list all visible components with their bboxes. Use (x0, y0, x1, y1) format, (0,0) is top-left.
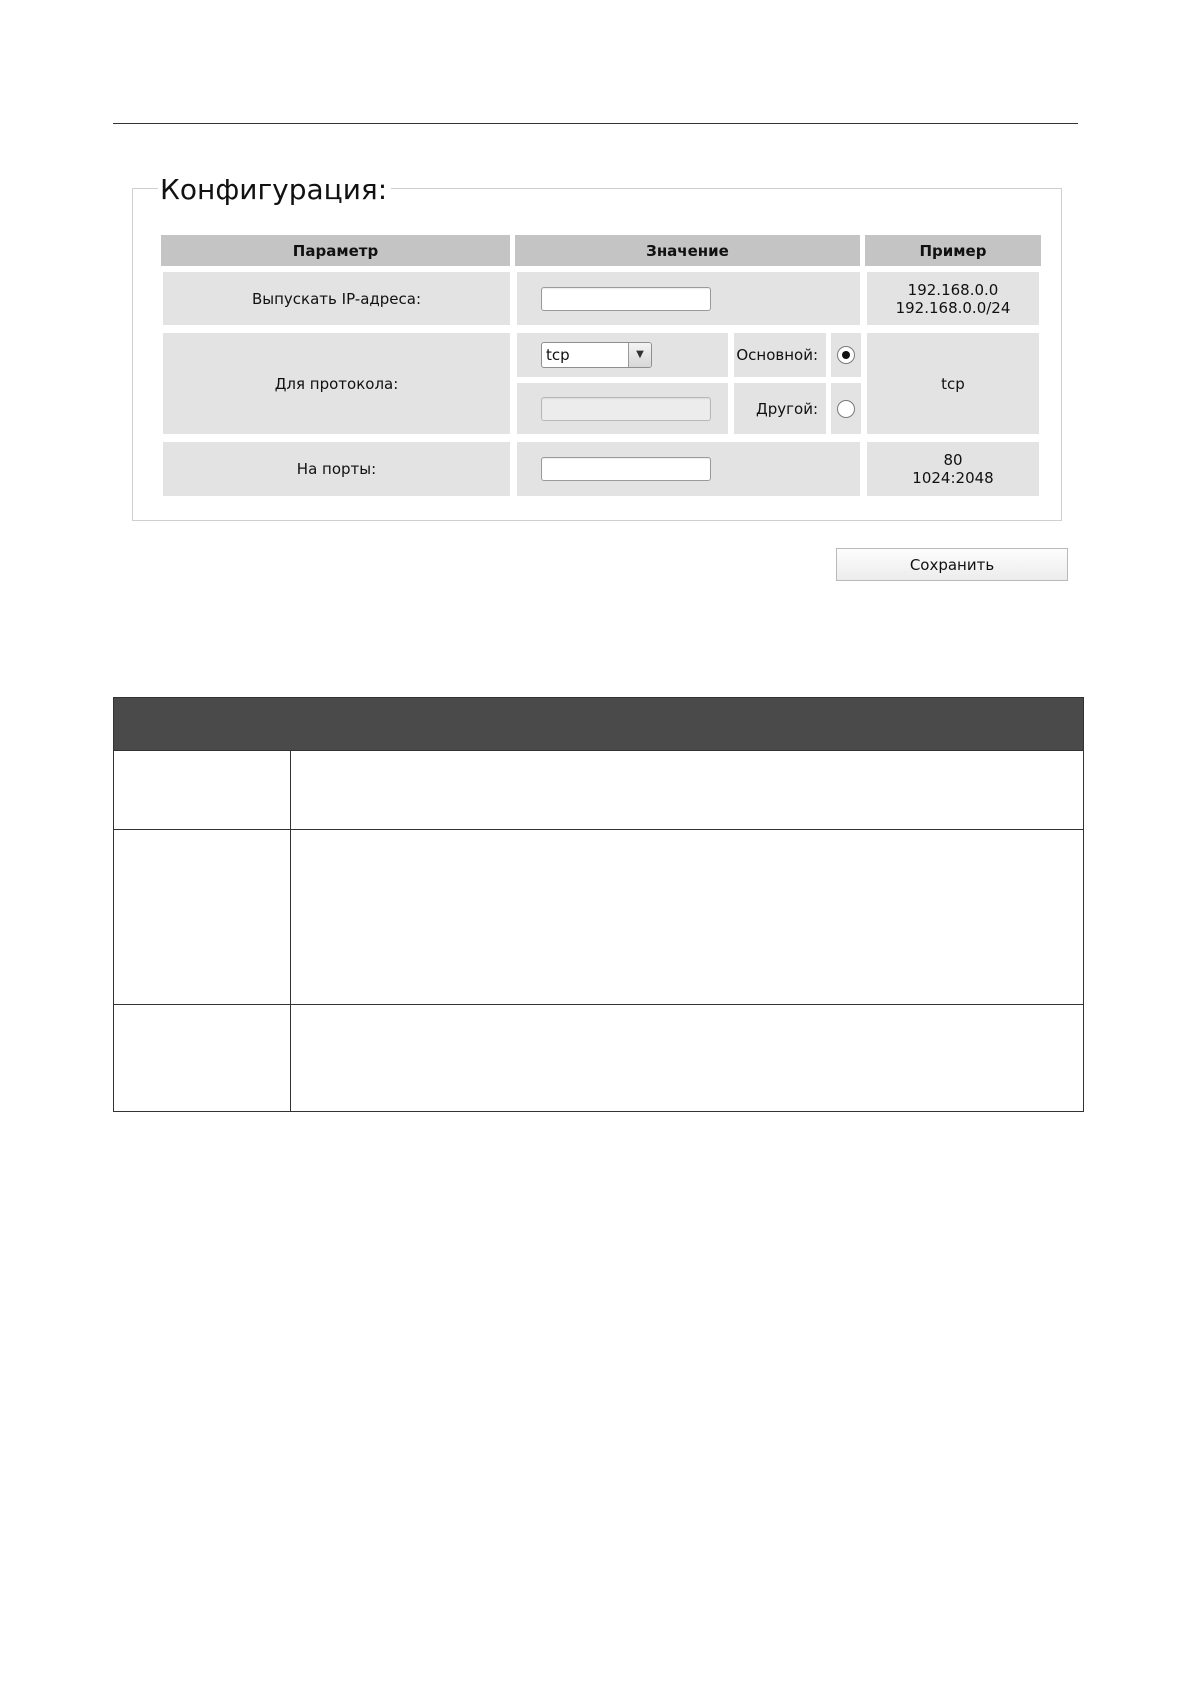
release-ip-input[interactable] (541, 287, 711, 311)
chevron-down-icon[interactable]: ▼ (628, 343, 651, 367)
protocol-other-label: Другой: (734, 383, 826, 434)
protocol-other-radio-cell (831, 383, 861, 434)
release-ip-value-cell (517, 272, 860, 325)
protocol-main-label: Основной: (734, 333, 826, 377)
protocol-label: Для протокола: (163, 333, 510, 434)
protocol-main-radio-cell (831, 333, 861, 377)
release-ip-example-line2: 192.168.0.0/24 (895, 298, 1011, 317)
ports-value-cell (517, 442, 860, 496)
column-divider (290, 830, 291, 1004)
ports-label: На порты: (163, 442, 510, 496)
protocol-other-input[interactable] (541, 397, 711, 421)
ports-example-line2: 1024:2048 (912, 469, 994, 487)
release-ip-example-line1: 192.168.0.0 (907, 280, 999, 299)
release-ip-example (867, 272, 1039, 325)
ports-example-line1: 80 (943, 451, 963, 469)
protocol-select-value: tcp (546, 346, 570, 364)
radio-checked-icon[interactable] (837, 346, 855, 364)
release-ip-label: Выпускать IP-адреса: (163, 272, 510, 325)
protocol-select-cell (517, 333, 728, 377)
ports-example (867, 442, 1039, 496)
header-example: Пример (865, 235, 1041, 266)
table-row (114, 750, 1083, 829)
table-row (114, 829, 1083, 1004)
column-divider (290, 1005, 291, 1111)
table-row (114, 1004, 1083, 1111)
config-title: Конфигурация: (158, 172, 391, 208)
top-divider (113, 123, 1078, 124)
header-param: Параметр (161, 235, 510, 266)
ports-input[interactable] (541, 457, 711, 481)
description-table (113, 697, 1084, 1112)
description-table-header (114, 698, 1083, 750)
column-divider (290, 751, 291, 829)
header-value: Значение (515, 235, 860, 266)
radio-unchecked-icon[interactable] (837, 400, 855, 418)
protocol-select[interactable] (541, 342, 652, 368)
save-button[interactable]: Сохранить (836, 548, 1068, 581)
protocol-other-cell (517, 383, 728, 434)
protocol-example: tcp (867, 333, 1039, 434)
